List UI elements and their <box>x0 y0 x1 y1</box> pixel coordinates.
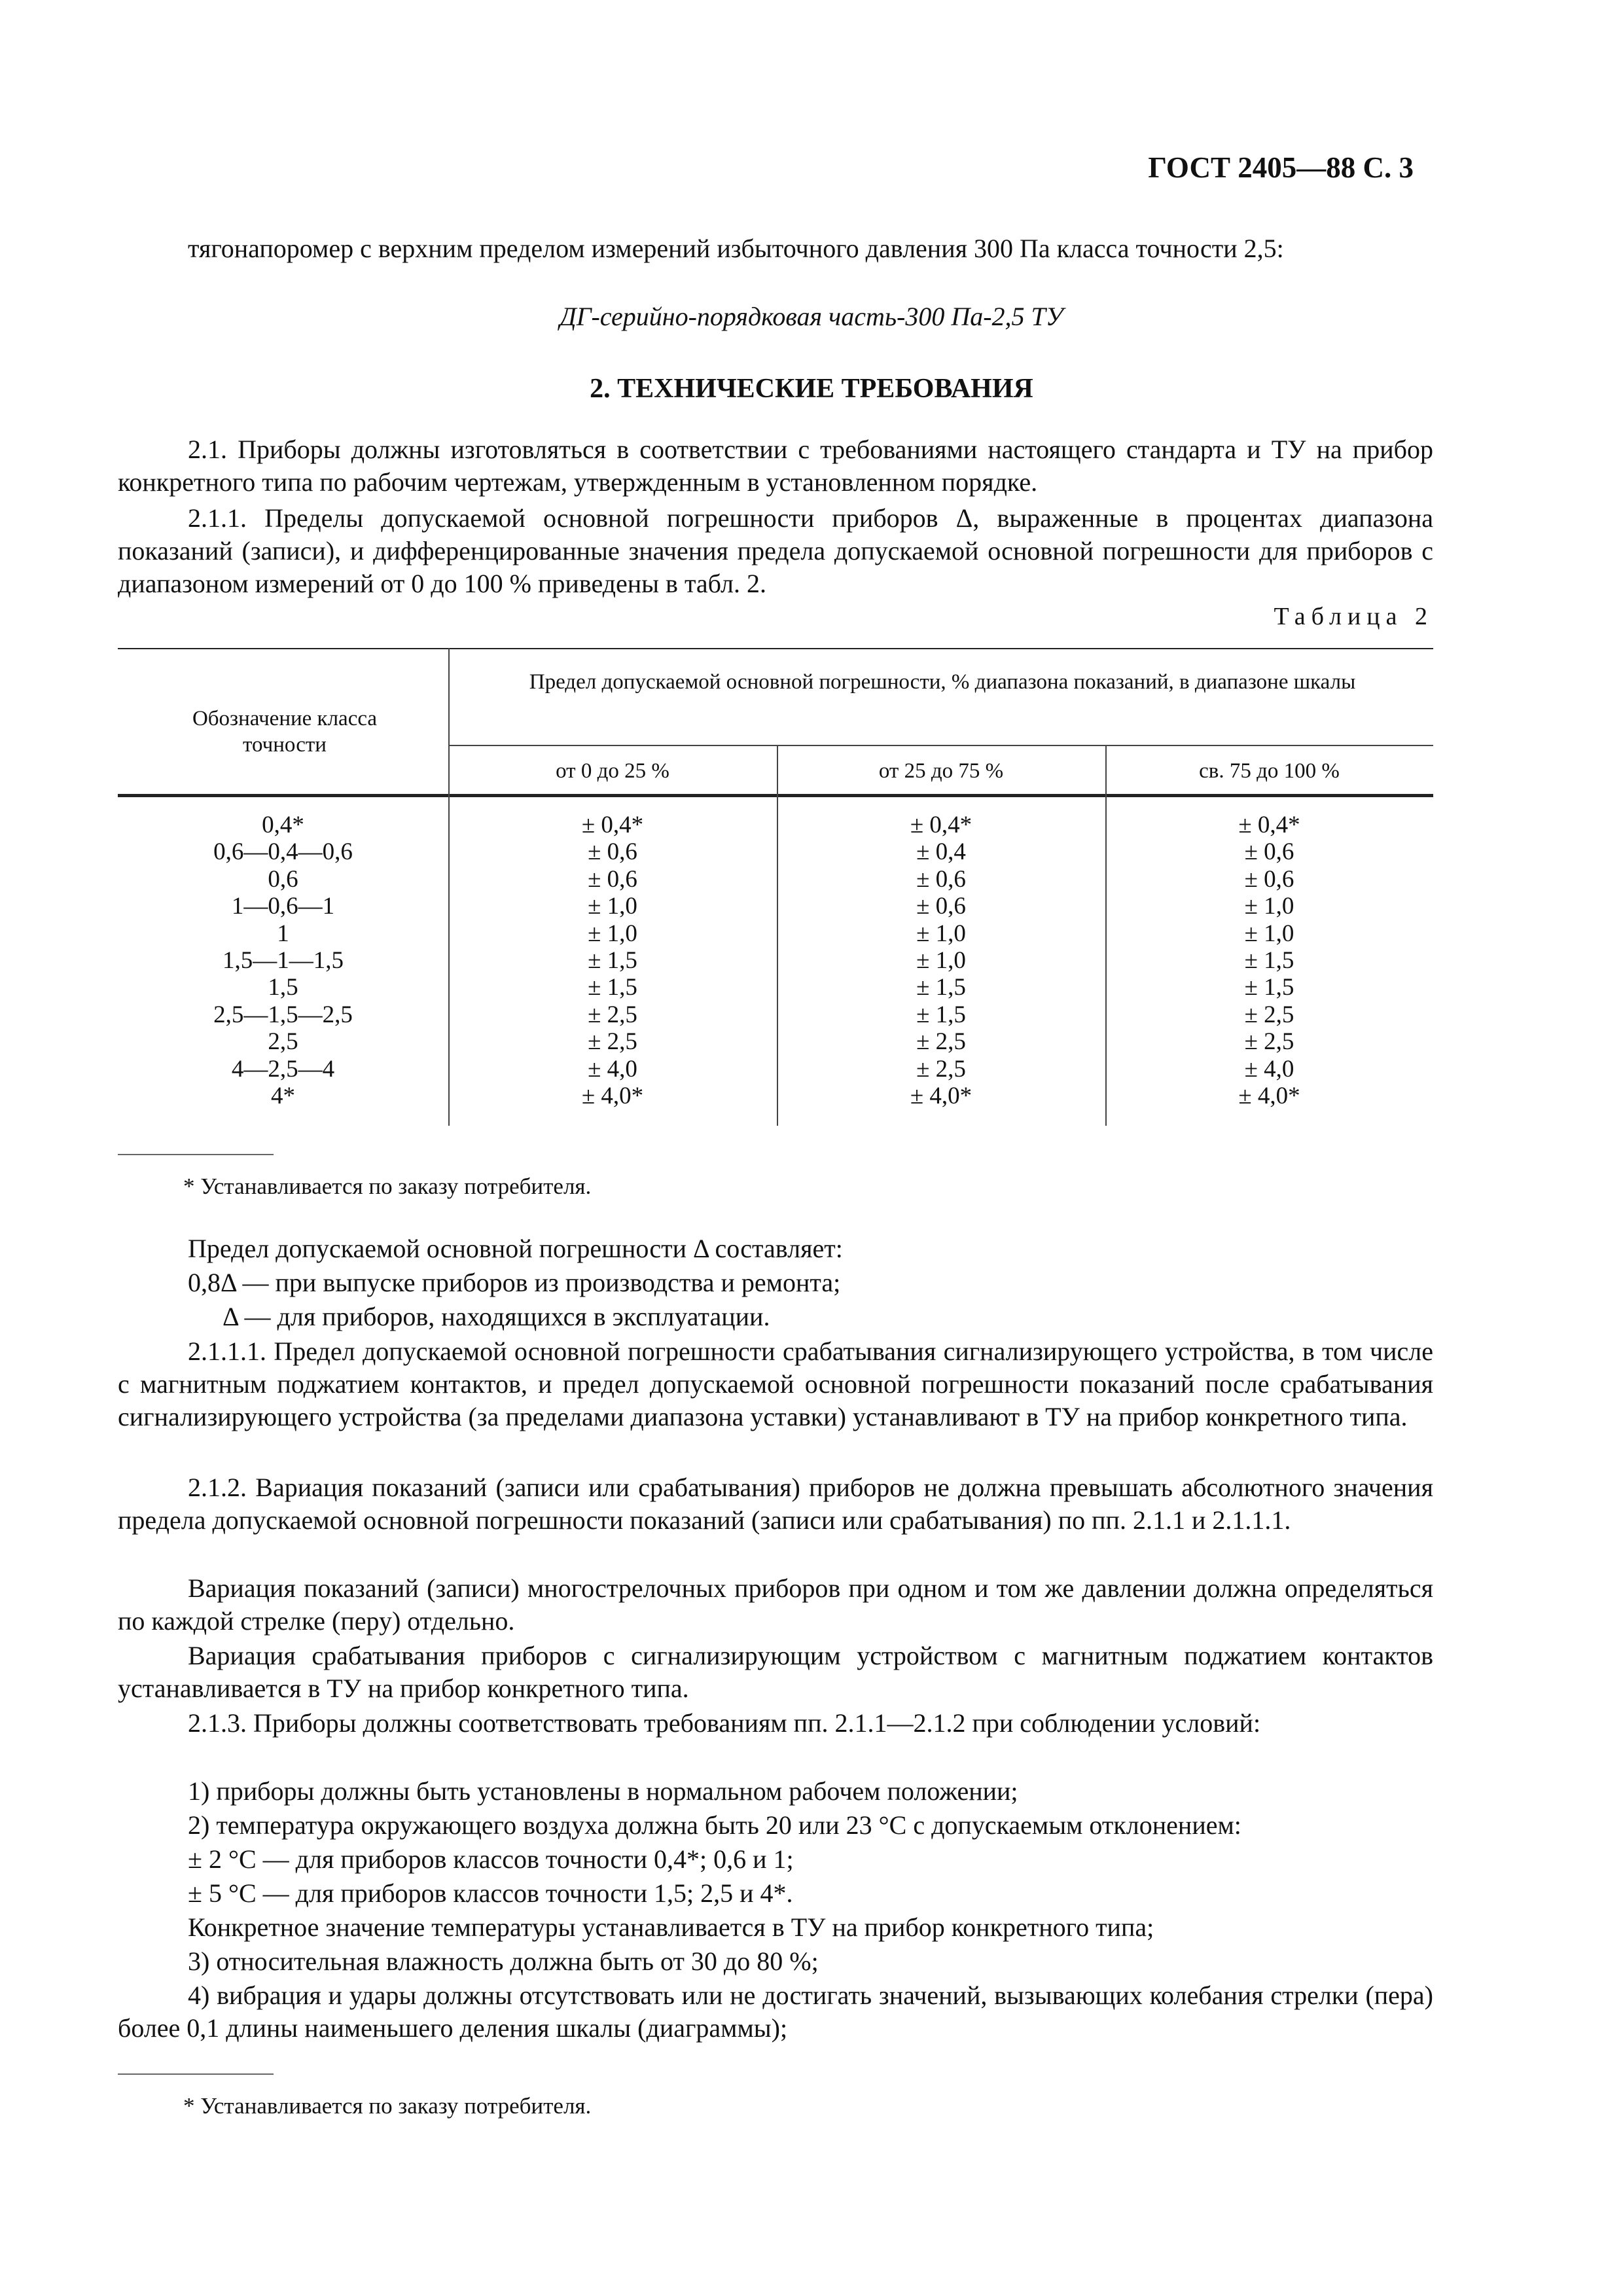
condition-3: 3) относительная влажность должна быть от 30 до 80 %; <box>188 1946 819 1976</box>
table-caption: Таблица 2 <box>1274 603 1433 630</box>
table-cell: ± 2,5 <box>1244 1001 1294 1028</box>
header-range-0-25: от 0 до 25 % <box>556 759 669 783</box>
table-cell: 4* <box>271 1083 295 1110</box>
table-cell: ± 0,6 <box>1244 865 1294 893</box>
table-cell: 2,5—1,5—2,5 <box>213 1001 353 1028</box>
table-cell: ± 2,5 <box>1244 1028 1294 1056</box>
table-cell: ± 1,0 <box>588 893 637 920</box>
table-cell: ± 4,0* <box>1238 1083 1300 1110</box>
table-footnote: * Устанавливается по заказу потребителя. <box>183 1174 592 1199</box>
column-25-75 <box>777 812 1105 1109</box>
column-0-25 <box>448 812 777 1109</box>
paragraph-variation-multi: Вариация показаний (записи) многострелочных приборов при одном и том же давлении должна определяться по каждой стрелке (перу) отдельно. <box>118 1573 1433 1636</box>
table-cell: 1,5 <box>268 974 298 1001</box>
table-cell: 0,4* <box>262 812 304 838</box>
header-range-75-100: св. 75 до 100 % <box>1199 759 1340 783</box>
table-cell: ± 4,0 <box>588 1055 637 1083</box>
condition-2: 2) температура окружающего воздуха должна быть 20 или 23 °С с допускаемым отклонением: <box>188 1810 1241 1840</box>
table-cell: ± 4,0 <box>1244 1055 1294 1083</box>
table-cell: ± 0,4* <box>1238 812 1300 838</box>
paragraph-2-1-2: 2.1.2. Вариация показаний (записи или срабатывания) приборов не должна превышать абсолютного значения предела допускаемой основной погрешности показаний (записи или срабатывания) по пп. 2.1.1 и 2.1.1.1. <box>118 1473 1433 1535</box>
table-cell: ± 1,0 <box>588 920 637 947</box>
delta-intro: Предел допускаемой основной погрешности Δ составляет: <box>188 1234 843 1263</box>
table-cell: 0,6—0,4—0,6 <box>213 838 353 866</box>
table-cell: ± 0,4* <box>910 812 972 838</box>
header-range-25-75: от 25 до 75 % <box>878 759 1004 783</box>
delta-operation: Δ — для приборов, находящихся в эксплуатации. <box>223 1302 770 1331</box>
paragraph-2-1-3: 2.1.3. Приборы должны соответствовать требованиям пп. 2.1.1—2.1.2 при соблюдении условий: <box>188 1708 1261 1738</box>
table-cell: ± 1,5 <box>916 1001 966 1028</box>
condition-1: 1) приборы должны быть установлены в нормальном рабочем положении; <box>188 1776 1018 1806</box>
table-cell: ± 0,6 <box>588 865 637 893</box>
condition-2b: ± 5 °С — для приборов классов точности 1,5; 2,5 и 4*. <box>188 1878 793 1908</box>
table-cell: ± 1,5 <box>916 974 966 1001</box>
table-cell: 4—2,5—4 <box>231 1055 335 1083</box>
table-cell: 2,5 <box>268 1028 298 1056</box>
table-cell: ± 0,6 <box>916 865 966 893</box>
table-cell: ± 1,5 <box>1244 947 1294 975</box>
paragraph-variation-signal: Вариация срабатывания приборов с сигнализирующим устройством с магнитным поджатием контактов устанавливается в ТУ на прибор конкретного типа. <box>118 1641 1433 1703</box>
table-cell: ± 0,4 <box>916 838 966 866</box>
section-title: 2. ТЕХНИЧЕСКИЕ ТРЕБОВАНИЯ <box>590 374 1033 404</box>
paragraph-2-1-1: 2.1.1. Пределы допускаемой основной погрешности приборов Δ, выраженные в процентах диапазона показаний (записи), и дифференцированные значения предела допускаемой основной погрешности для приборов с диапазоном измерений от 0 до 100 % приведены в табл. 2. <box>118 503 1433 598</box>
table-cell: 0,6 <box>268 865 298 893</box>
delta-production: 0,8Δ — при выпуске приборов из производства и ремонта; <box>188 1268 841 1297</box>
condition-2c: Конкретное значение температуры устанавливается в ТУ на прибор конкретного типа; <box>188 1912 1154 1942</box>
designation-formula: ДГ-серийно-порядковая часть-300 Па-2,5 ТУ <box>560 302 1063 331</box>
table-cell: ± 0,6 <box>588 838 637 866</box>
table-cell: 1—0,6—1 <box>231 893 335 920</box>
paragraph-2-1: 2.1. Приборы должны изготовляться в соответствии с требованиями настоящего стандарта и ТУ на прибор конкретного типа по рабочим чертежам, утвержденным в установленном порядке. <box>118 435 1433 497</box>
table-cell: ± 1,5 <box>1244 974 1294 1001</box>
table-cell: ± 1,0 <box>916 947 966 975</box>
condition-2a: ± 2 °С — для приборов классов точности 0,4*; 0,6 и 1; <box>188 1844 794 1874</box>
table-cell: ± 4,0* <box>581 1083 644 1110</box>
table-cell: ± 0,4* <box>581 812 644 838</box>
table-cell: ± 1,5 <box>588 974 637 1001</box>
table-cell: ± 4,0* <box>910 1083 972 1110</box>
paragraph-2-1-1-1: 2.1.1.1. Предел допускаемой основной погрешности срабатывания сигнализирующего устройства, в том числе с магнитным поджатием контактов, и предел допускаемой основной погрешности показаний после срабатывания сигнализирующего устройства (за пределами диапазона уставки) устанавливают в ТУ на прибор конкретного типа. <box>118 1336 1433 1431</box>
table-cell: 1,5—1—1,5 <box>223 947 344 975</box>
table-cell: ± 1,0 <box>1244 893 1294 920</box>
footnote-rule <box>118 1154 274 1155</box>
table-cell: 1 <box>277 920 289 947</box>
table-cell: ± 0,6 <box>916 893 966 920</box>
intro-paragraph: тягонапоромер с верхним пределом измерений избыточного давления 300 Па класса точности 2,5: <box>188 234 1284 263</box>
header-group: Предел допускаемой основной погрешности, % диапазона показаний, в диапазоне шкалы <box>529 670 1356 694</box>
condition-4: 4) вибрация и удары должны отсутствовать или не достигать значений, вызывающих колебания стрелки (пера) более 0,1 длины наименьшего деления шкалы (диаграммы); <box>118 1981 1433 2043</box>
table-cell: ± 2,5 <box>588 1001 637 1028</box>
table-cell: ± 1,5 <box>588 947 637 975</box>
page-header: ГОСТ 2405—88 С. 3 <box>1148 151 1414 184</box>
table-cell: ± 2,5 <box>588 1028 637 1056</box>
table-cell: ± 0,6 <box>1244 838 1294 866</box>
accuracy-table <box>118 648 1433 1126</box>
table-top-rule <box>118 648 1433 649</box>
column-75-100 <box>1105 812 1433 1109</box>
footnote-rule <box>118 2073 274 2075</box>
table-cell: ± 2,5 <box>916 1028 966 1056</box>
page-footnote: * Устанавливается по заказу потребителя. <box>183 2093 592 2119</box>
header-class: Обозначение класса точности <box>192 707 378 757</box>
column-class <box>118 812 448 1109</box>
table-header-rule <box>118 794 1433 797</box>
table-subheader-rule <box>448 745 1433 746</box>
table-cell: ± 1,0 <box>916 920 966 947</box>
table-cell: ± 1,0 <box>1244 920 1294 947</box>
table-cell: ± 2,5 <box>916 1055 966 1083</box>
